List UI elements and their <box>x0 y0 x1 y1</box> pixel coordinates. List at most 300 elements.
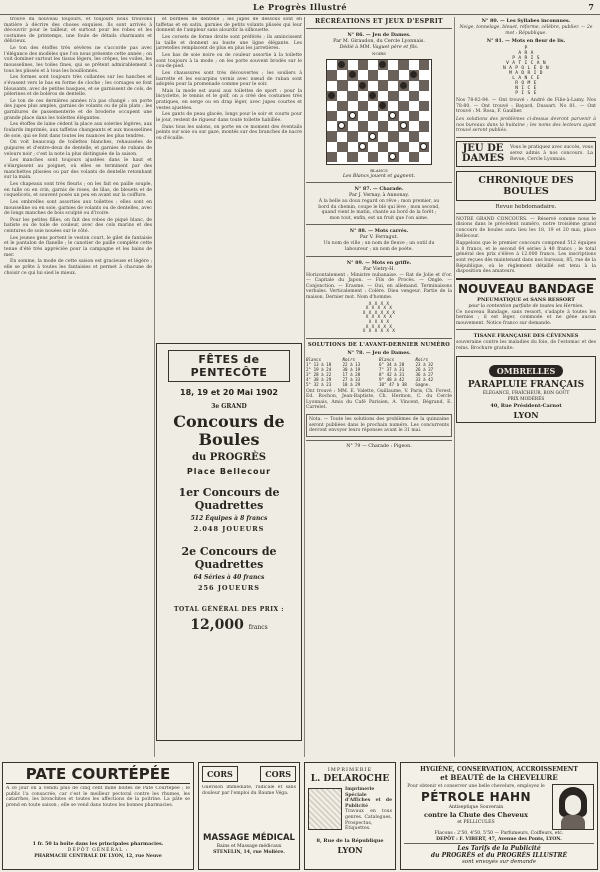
board-square <box>378 70 388 80</box>
board-square <box>398 80 408 90</box>
sol-col: Blancs <box>379 356 395 362</box>
board-square <box>419 152 429 162</box>
board-square <box>347 142 357 152</box>
board-square <box>368 70 378 80</box>
solvers-list: Nos 78-82-84. — Ont trouvé : André de Filie-à-Lamy. Nos 78-80. — Ont trouvé : Bayard, Dussart. No 81. — Ont trouvé : M. Rosa, F. Gaullier. <box>456 98 596 115</box>
article-paragraph: trouve du nouveau toujours, et toujours nous trouvons matière à décrire des choses exquises. Ils sont arrivés à découvrir pour le tailleur, et surtout pour les robes et les costumes de printemps, une foule de détails charmants et délicieux. <box>4 17 152 45</box>
board-square <box>409 60 419 70</box>
rule <box>306 256 452 257</box>
board-square <box>347 70 357 80</box>
solution-move: 3° 28 à 22 <box>306 371 332 377</box>
board-square <box>378 111 388 121</box>
board-square <box>388 80 398 90</box>
board-square <box>347 80 357 90</box>
fleur-grid <box>456 46 596 96</box>
board-square <box>409 70 419 80</box>
grid-row: X X X X X X <box>362 329 396 335</box>
right-column <box>456 17 596 757</box>
tarifs-line-1: Les Tarifs de la Publicité <box>457 845 541 852</box>
solution-move: 27 à 33 <box>342 376 361 382</box>
white-piece <box>338 122 345 129</box>
white-piece <box>359 143 366 150</box>
article-paragraph: Le ton des étoffes très sévères ne s'accorde pas avec l'élégance des modèles que l'on nous présente cette année ; on voit dominer surtout les tissus légers, les crêpes, les voiles, les mousselines, les toiles fines, qui se prêtent admirablement à tous les plissés et à tous les bouillonnés. <box>4 46 152 74</box>
board-square <box>409 131 419 141</box>
article-column-1 <box>4 17 152 757</box>
charade-text: À la belle au doux regard on rêve ; mon premier, au bord du chemin, coupe le blé qui lève ; mon second, quand vient le matin, chante au bord de la forêt ; mon tout, enfin, est un fruit que l'on aime. <box>318 199 440 221</box>
petrole-address: DEPÔT : F. VIBERT, 47, Avenue des Ponts, LYON. <box>436 837 562 842</box>
article-text <box>156 17 302 339</box>
bandage-sub: PNEUMATIQUE et SANS RESSORT <box>477 296 575 303</box>
board-square <box>409 111 419 121</box>
board-square <box>358 131 368 141</box>
grid-row: R O M E <box>515 81 537 87</box>
square-text: Un nom de ville ; un nom de fleuve ; un outil du laboureur ; un nom de poète. <box>323 241 435 252</box>
ad-progres: du PROGRÈS <box>192 452 266 463</box>
grid-row: X X X X X X <box>362 310 396 316</box>
board-square <box>347 60 357 70</box>
imprimerie-label: IMPRIMERIE <box>327 767 373 773</box>
board-square <box>358 142 368 152</box>
petrole-hahn-ad <box>400 762 598 870</box>
board-square <box>388 121 398 131</box>
board-square <box>368 60 378 70</box>
article-paragraph: Les formes sont toujours très collantes sur les hanches et s'évasent vers le bas en forme de cloche ; les corsages se font blousants, avec de petites basques, et se garnissent de cols, de pèlerines et de boléros de dentelle. <box>4 75 152 98</box>
board-square <box>327 70 337 80</box>
parapluie-sub2: PRIX MODÉRÉS <box>507 396 545 402</box>
article-paragraph: Pour les petites filles, on fait des robes de piqué blanc, de batiste ou de toile de couleur, avec des cols marins et des ceintures de soie nouées sur le côté. <box>4 217 152 235</box>
board-square <box>409 121 419 131</box>
board-square <box>419 70 429 80</box>
board-square <box>419 142 429 152</box>
woman-portrait-illustration <box>552 784 594 830</box>
ad-contest-2-series: 64 Séries à 40 francs <box>193 574 265 581</box>
rule <box>456 137 596 138</box>
charade-author: Par J. Vernay, à Annonay. <box>349 193 409 198</box>
pate-title: PATE COURTÉPÉE <box>6 766 190 784</box>
ad-contest-1-teams: 512 Équipes à 8 francs <box>190 515 268 522</box>
parapluie-city: LYON <box>513 409 539 420</box>
black-piece <box>369 92 376 99</box>
black-piece <box>379 102 386 109</box>
pellicules-text: et PELLICULES <box>457 819 495 825</box>
board-square <box>337 111 347 121</box>
board-square <box>409 142 419 152</box>
board-square <box>378 91 388 101</box>
solvers-note: Les solutions des problèmes ci-dessus devront parvenir à nos bureaux dans la huitaine ; les noms des lecteurs ayant trouvé seront publiés. <box>456 116 596 134</box>
board-square <box>388 142 398 152</box>
imprimerie-sub: Imprimerie Spéciale d'Affiches et de Publicité <box>345 787 392 809</box>
article-paragraph: Les ombrelles sont assorties aux toilettes ; elles sont en mousseline ou en soie, garnies de volants ou de dentelles, avec de longs manches de bois sculpté ou d'ivoire. <box>4 199 152 217</box>
solution-move: 6° 34 à 28 <box>379 361 405 367</box>
board-square <box>327 101 337 111</box>
board-square <box>398 91 408 101</box>
board-square <box>419 131 429 141</box>
massage-sub: Bains et Massage médicaux <box>216 844 282 849</box>
board-square <box>388 111 398 121</box>
ad-total-unit: francs <box>248 624 268 631</box>
imprimerie-city: LYON <box>337 844 363 855</box>
grid-row: P <box>524 46 528 52</box>
griffe-author: Par Vietry-H. <box>363 266 395 272</box>
board-square <box>368 142 378 152</box>
tisane-title: TISANE FRANÇAISE DES CÉVENNES <box>473 333 579 340</box>
hygiene-title: HYGIÈNE, CONSERVATION, ACCROISSEMENT <box>420 766 578 773</box>
board-square <box>327 111 337 121</box>
board-square <box>347 101 357 111</box>
board-square <box>378 121 388 131</box>
board-square <box>378 80 388 90</box>
massage-title: MASSAGE MÉDICAL <box>203 833 295 843</box>
cors-text: Guérison immédiate, radicale et sans douleur par l'emploi du Baume Véga. <box>202 785 296 796</box>
ad-total-value: 12,000 <box>190 617 244 633</box>
white-piece <box>369 133 376 140</box>
article-paragraph: Les corsets de forme droite sont préférés ; ils amincissent la taille et donnent au buste une ligne élégante. Les jarretelles remplacent de plus en plus les jarretières. <box>156 34 302 52</box>
grid-row: X X X X X <box>365 306 393 312</box>
ad-contest-2: 2e Concours de Quadrettes <box>181 545 277 571</box>
grid-row: X X X X X <box>365 324 393 330</box>
solution-move: 7° 37 à 31 <box>379 366 405 372</box>
boules-contest-ad <box>156 343 302 741</box>
solution-moves <box>306 362 452 387</box>
game-number: N° 86. — Jeu de Dames. <box>347 32 411 38</box>
board-square <box>337 91 347 101</box>
grid-row: P I S E <box>515 91 537 97</box>
board-square <box>398 131 408 141</box>
page-number: 7 <box>588 2 594 12</box>
poster-illustration <box>308 788 342 830</box>
board-square <box>347 91 357 101</box>
article-paragraph: Les chapeaux sont très fleuris ; on les fait en paille souple, en tulle ou en crin, garnis de roses, de lilas, de bleuets et de coquelicots, et souvent posés un peu en avant sur la coiffure. <box>4 181 152 199</box>
dames-title: JEU DE DAMES <box>461 142 505 164</box>
imprimerie-body <box>308 787 392 832</box>
parapluie-title: PARAPLUIE FRANÇAIS <box>467 379 585 390</box>
black-piece <box>379 61 386 68</box>
grid-row: P A R I S <box>512 56 540 62</box>
board-square <box>358 60 368 70</box>
solution-game: N° 78. — Jeu de Dames. <box>347 349 411 356</box>
board-square <box>368 131 378 141</box>
imprimerie-details <box>345 787 392 832</box>
charade-solution: N° 79 — Charade : Pigeon. <box>346 443 412 449</box>
board-square <box>378 142 388 152</box>
page-header <box>0 0 600 15</box>
board-square <box>419 111 429 121</box>
griffe-text: Horizontalement : Ministre nubanaise. — Rat de Jolie et d'or. — Capitale du Japon. — Fils de Procès. — Ongle. — Conjonction. — Erasme. — Oui, en allemand. Terminaisons verbales. Verticalement : Colère. Dieu vengeur. Partie de la maison. Dernier mot. Nom d'homme. <box>306 272 452 300</box>
board-square <box>398 111 408 121</box>
sol-col: Blancs <box>306 356 322 362</box>
solutions-title: SOLUTIONS DE L'AVANT-DERNIER NUMÉRO <box>307 341 451 348</box>
board-label-top: NOIRS <box>371 51 387 56</box>
board-square <box>347 131 357 141</box>
white-piece <box>420 143 427 150</box>
rule <box>306 224 452 225</box>
board-square <box>368 152 378 162</box>
grid-row: L A N C E <box>512 76 540 82</box>
board-square <box>337 152 347 162</box>
article-paragraph: et bordées de dentelle ; les jupes de dessous sont en taffetas et en satin, garnies de petits volants plissés qui leur donnent de l'ampleur sans alourdir la silhouette. <box>156 17 302 34</box>
rule <box>404 843 594 844</box>
board-square <box>419 80 429 90</box>
board-caption: Les Blancs jouent et gagnent. <box>342 174 416 179</box>
pate-address: PHARMACIE CENTRALE DE LYON, 12, rue Neuve <box>34 854 162 859</box>
concours-head: NOTRE GRAND CONCOURS. — Réservé comme nous le disions dans le précédent numéro, notre troisième grand concours de boules aura lieu les 18, 19 et 20 mai, place Bellecour. <box>456 216 596 239</box>
charade-title: N° 87. — Charade. <box>354 186 404 192</box>
solution-move: Gagne. <box>415 381 431 387</box>
black-piece <box>400 82 407 89</box>
ad-dates: 18, 19 et 20 Mai 1902 <box>180 388 278 397</box>
board-square <box>337 101 347 111</box>
petrole-details <box>404 784 548 830</box>
fleur-title: N° 81. — Mots en fleur de lis. <box>486 38 566 45</box>
board-square <box>368 111 378 121</box>
imprimerie-name: L. DELAROCHE <box>310 774 390 784</box>
rule <box>306 338 452 339</box>
solution-move: 18 à 29 <box>342 381 361 387</box>
game-author: Par M. Giraudon, du Cercle Lyonnais. <box>333 39 425 44</box>
board-square <box>337 142 347 152</box>
griffe-title: N° 89. — Mots en griffe. <box>346 259 412 266</box>
ad-place: Place Bellecour <box>186 467 272 476</box>
article-paragraph: On voit beaucoup de toilettes blanches, rehaussées de guipures et d'entre-deux de dentelle, et garnies de rubans de velours noir ; c'est la note la plus distinguée de la saison. <box>4 140 152 157</box>
solution-move: 30 à 19 <box>342 366 361 372</box>
board-square <box>337 60 347 70</box>
board-square <box>327 80 337 90</box>
chronique-sub: Revue hebdomadaire. <box>495 203 557 210</box>
square-author: Par V. Ferragut. <box>359 235 399 241</box>
ad-total-label: TOTAL GÉNÉRAL DES PRIX : <box>174 606 284 613</box>
grid-row: V A T I C A N <box>506 61 546 67</box>
parapluie-sub: ÉLÉGANCE, FRAÎCHEUR, BON GOÛT <box>482 390 570 396</box>
board-square <box>398 142 408 152</box>
tarifs-line-2: du PROGRÈS et du PROGRÈS ILLUSTRÉ <box>430 852 568 859</box>
board-square <box>358 152 368 162</box>
bandage-text: Ce nouveau Bandage, sans ressort, s'adapte à toutes les hernies ; il est léger, commode et ne gêne aucun mouvement. Notice franco sur demande. <box>456 309 596 326</box>
board-square <box>337 70 347 80</box>
board-square <box>368 121 378 131</box>
article-paragraph: Les bas de soie noire ou de couleur assortie à la toilette sont toujours à la mode ; on les porte souvent brodés sur le cou-de-pied. <box>156 52 302 70</box>
black-piece <box>338 61 345 68</box>
board-square <box>368 91 378 101</box>
parapluie-ad <box>456 356 596 423</box>
article-paragraph: Les jeunes gens portent le veston court, le gilet de fantaisie et le pantalon de flanelle ; le canotier de paille complète cette tenue d'été très appréciée pour la campagne et les bains de mer. <box>4 235 152 258</box>
rule <box>456 213 596 214</box>
board-square <box>409 152 419 162</box>
ad-name: Concours de Boules <box>173 412 285 449</box>
black-piece <box>349 71 356 78</box>
ad-contest-1-players: 2.048 JOUEURS <box>193 525 265 533</box>
board-square <box>388 131 398 141</box>
black-piece <box>328 92 335 99</box>
board-square <box>358 101 368 111</box>
board-square <box>398 121 408 131</box>
board-square <box>347 111 357 121</box>
solution-move: 9° 48 à 42 <box>379 376 405 382</box>
griffe-grid <box>306 303 452 335</box>
column-divider <box>304 17 305 757</box>
solvers-text: Ont trouvé : MM. E. Valette, Guillaume, V. Paris, Ch. Forest, Ed. Rochon, Jean-Baptiste, Ch. Hermon, C. du Cercle Lyonnais, Amis du Café Parisien, A. Vincent, Bégrand, E. Carrelet. <box>306 388 452 411</box>
board-square <box>347 121 357 131</box>
grid-row: N A P O L É O N <box>503 66 549 72</box>
sol-col: Noirs <box>342 356 356 362</box>
grid-row: M A D R I D <box>509 71 543 77</box>
newspaper-title: Le Progrès Illustré <box>253 2 347 12</box>
board-square <box>378 152 388 162</box>
petrole-body <box>404 784 594 830</box>
syllables-text: Neige, tonnelage, bleuet, réforme, célèbre, publier. — 2e mot : République. <box>459 25 593 36</box>
white-piece <box>389 153 396 160</box>
black-piece <box>359 82 366 89</box>
syllables-title: N° 80. — Les Syllabes inconnues. <box>481 18 571 24</box>
grid-row: X X X X <box>368 301 390 307</box>
board-square <box>388 91 398 101</box>
rule <box>306 182 452 183</box>
article-paragraph: Les étoffes de laine cèdent la place aux soieries légères, aux foulards imprimés, aux taffetas changeants et aux mousselines de soie, qui se font dans toutes les nuances les plus tendres. <box>4 122 152 139</box>
game-dedication: Dédié à MM. Vaguet père et fils. <box>339 45 419 50</box>
chevelure-title: et BEAUTÉ de la CHEVELURE <box>440 773 558 782</box>
cors-label: CORS <box>202 766 238 782</box>
pate-price: 1 fr. 50 la boîte dans les principales pharmacies. <box>32 841 164 847</box>
board-square <box>358 121 368 131</box>
board-square <box>419 60 429 70</box>
rule <box>306 440 452 441</box>
rule <box>306 28 452 29</box>
board-square <box>398 101 408 111</box>
pate-courtepee-ad <box>2 762 194 870</box>
board-square <box>327 142 337 152</box>
white-piece <box>349 112 356 119</box>
sol-col: Noirs <box>415 356 429 362</box>
article-paragraph: Les gants de peau glacée, longs pour le soir et courts pour le jour, restent de rigueur dans toute toilette habillée. <box>156 112 302 124</box>
board-square <box>378 60 388 70</box>
chute-text: contre la Chute des Cheveux <box>424 810 528 819</box>
face-shape <box>565 795 581 815</box>
solution-move: 17 à 28 <box>342 371 361 377</box>
note-text: Nota. — Toute les solutions des problèmes de la quinzaine seront publiées dans le prochain numéro. Les concurrents devront envoyer leurs réponses avant le 31 mai. <box>306 414 452 437</box>
board-square <box>419 91 429 101</box>
solution-move: 5° 32 à 23 <box>306 381 332 387</box>
tisane-text: souveraine contre les maladies du foie, de l'estomac et des reins. Brochure gratuite. <box>456 340 596 352</box>
cors-label: CORS <box>260 766 296 782</box>
board-square <box>388 70 398 80</box>
checkers-board <box>326 59 432 165</box>
solution-move: 10° 47 à 38 <box>379 381 407 387</box>
white-piece <box>400 122 407 129</box>
dames-text: Vous le pratiquez avec succès, vous serez admis à nos concours. La Revue, Cercle Lyonnais. <box>510 145 593 162</box>
board-square <box>327 60 337 70</box>
board-square <box>398 60 408 70</box>
board-square <box>358 80 368 90</box>
board-square <box>327 131 337 141</box>
board-square <box>337 131 347 141</box>
petrole-sub: Antiseptique Souverain <box>448 804 504 810</box>
petrole-name: PÉTROLE HAHN <box>420 789 532 804</box>
solution-move: 33 à 42 <box>415 376 434 382</box>
board-square <box>327 91 337 101</box>
rule <box>456 278 596 280</box>
petrole-intro: Pour obtenir et conserver une belle chevelure, employez le <box>407 784 545 789</box>
board-square <box>358 111 368 121</box>
petrole-price: Flacons : 2'50, 4'50, 5'50 — Parfumeurs, Coiffeurs, etc. <box>434 831 564 836</box>
imprimerie-address: 8, Rue de la République <box>316 837 384 844</box>
board-square <box>358 70 368 80</box>
article-paragraph: Les manches sont toujours ajustées dans le haut et s'élargissent au poignet, où elles se terminent par des manchettes plissées ou par des volants de dentelle retombant sur la main. <box>4 158 152 181</box>
games-section-title: RÉCRÉATIONS ET JEUX D'ESPRIT <box>315 18 443 25</box>
solution-move: 23 à 32 <box>415 361 434 367</box>
board-square <box>419 121 429 131</box>
concours-text: Rappelons que le premier concours comprend 512 équipes à 8 francs, et le second 64 séries à 40 francs ; le total général des prix s'élève à 12.000 francs. Les inscriptions sont reçues dès maintenant dans nos bureaux, 85, rue de la République, où le règlement détaillé est tenu à la disposition des amateurs. <box>456 241 596 275</box>
chronique-title: CHRONIQUE DES BOULES <box>456 171 596 201</box>
massage-address: STENELIN, 14, rue Molière. <box>213 850 285 855</box>
grid-row: X X X X <box>368 319 390 325</box>
board-square <box>368 80 378 90</box>
pate-depot: DÉPÔT GÉNÉRAL : <box>67 848 129 853</box>
games-column <box>306 17 452 757</box>
board-square <box>398 152 408 162</box>
board-square <box>388 152 398 162</box>
ombrelles-title: OMBRELLES <box>489 365 563 377</box>
jeu-dames-ad <box>456 141 596 167</box>
solution-move: 2° 19 à 24 <box>306 366 332 372</box>
bandage-title: NOUVEAU BANDAGE <box>457 281 595 296</box>
shoulders-shape <box>561 815 585 829</box>
board-square <box>378 101 388 111</box>
board-square <box>419 101 429 111</box>
solution-move: 8° 42 à 31 <box>379 371 405 377</box>
solution-move: 1° 13 à 18 <box>306 361 332 367</box>
board-square <box>388 60 398 70</box>
solution-move: 26 à 37 <box>415 366 434 372</box>
column-divider <box>454 17 455 757</box>
solution-move: 4° 38 à 29 <box>306 376 332 382</box>
parapluie-address: 40, Rue Président-Carnot <box>490 402 562 409</box>
board-square <box>327 152 337 162</box>
board-square <box>388 101 398 111</box>
board-square <box>398 70 408 80</box>
article-paragraph: Les chaussures sont très découvertes ; les souliers à barrette et les escarpins vernis avec nœud de ruban sont adoptés pour la promenade comme pour le soir. <box>156 70 302 88</box>
imprimerie-text: Travaux en tous genres. Catalogues, Prospectus, Étiquettes. <box>345 809 392 832</box>
article-paragraph: Dans tous les salons, on porte en ce moment des éventails peints sur soie ou sur gaze, montés sur des branches de nacre ou d'écaille. <box>156 124 302 141</box>
grid-row: A R A <box>518 51 534 57</box>
column-divider <box>154 17 155 757</box>
article-paragraph: En somme, la mode de cette saison est gracieuse et légère ; elle se prête à toutes les fantaisies et permet à chacune de choisir ce qui lui sied le mieux. <box>4 259 152 276</box>
grid-row: X X X X X <box>365 315 393 321</box>
article-column-2 <box>156 17 302 757</box>
imprimerie-ad <box>304 762 396 870</box>
rule <box>456 329 596 330</box>
white-piece <box>389 112 396 119</box>
board-square <box>327 121 337 131</box>
board-label-bottom: BLANCS <box>370 168 388 173</box>
board-square <box>337 121 347 131</box>
article-paragraph: Mais la mode est aussi aux toilettes de sport : pour la bicyclette, le tennis et le golf, on a créé des costumes très pratiques, en serge ou en drap léger, avec jupes courtes et vestes ajustées. <box>156 88 302 111</box>
solution-move: 22 à 13 <box>342 361 361 367</box>
ad-title: FÊTES de PENTECÔTE <box>168 350 290 382</box>
board-square <box>378 131 388 141</box>
bandage-sub2: pour la contention parfaite de toutes les Hernies. <box>468 303 584 309</box>
board-square <box>409 101 419 111</box>
article-paragraph: Le ton de ces dernières années n'a pas changé : on porte des jupes plus amples, garnies de volants ou de plis plats ; les garnitures de passementerie et de broderie occupent une grande place dans les toilettes élégantes. <box>4 98 152 121</box>
tarifs-line-3: sont envoyés sur demande <box>461 859 537 865</box>
ad-total <box>160 617 298 633</box>
cors-massage-ad <box>198 762 300 870</box>
pate-text: À ce jour on a vendu plus de cinq cent mille boîtes de Pâte Courtépée ; le public l'a consacrée, car c'est le meilleur pectoral contre les rhumes, les catarrhes, les bronchites et toutes les affections de la poitrine. La pâte se prend en toute saison ; elle se vend dans toutes les bonnes pharmacies. <box>6 786 190 808</box>
board-square <box>368 101 378 111</box>
board-square <box>347 152 357 162</box>
board-square <box>358 91 368 101</box>
cors-row <box>202 766 296 782</box>
ad-contest-2-players: 256 JOUEURS <box>198 584 260 592</box>
ad-contest-1: 1er Concours de Quadrettes <box>178 486 280 512</box>
